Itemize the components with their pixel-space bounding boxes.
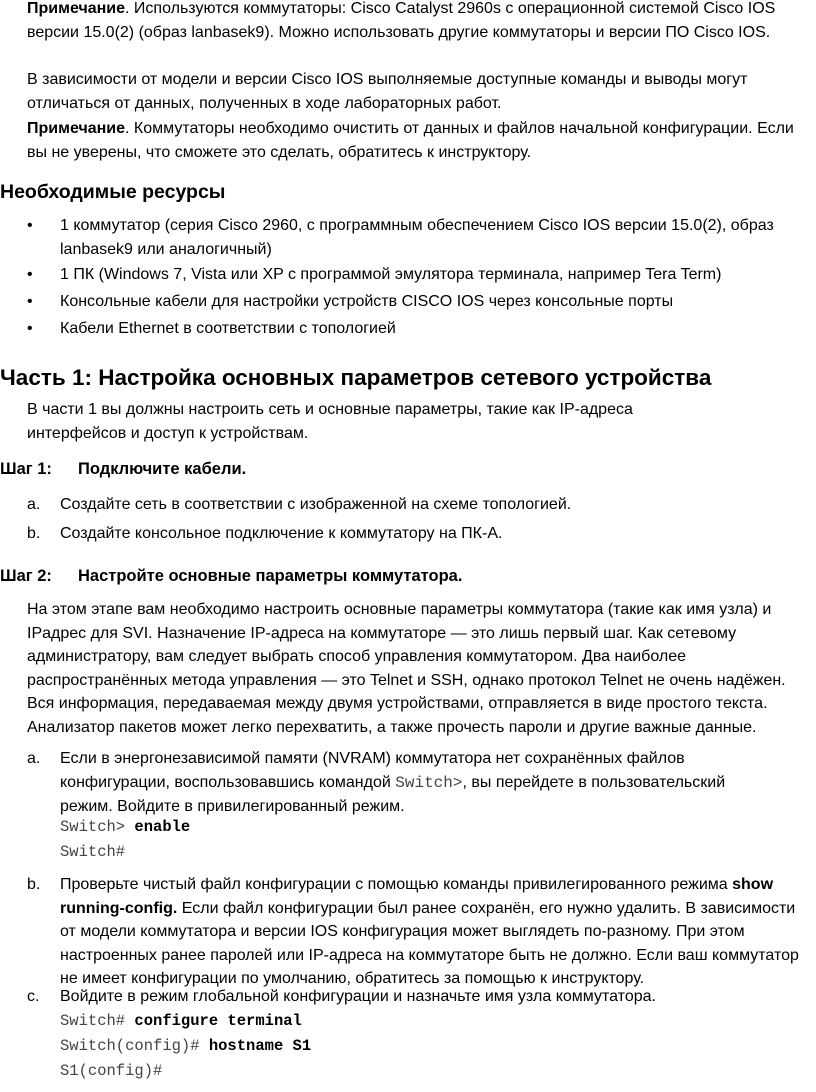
inline-command: show running-config. [60, 876, 774, 917]
step-item-label: b. [27, 876, 41, 893]
list-item-text: 1 ПК (Windows 7, Vista или XP с программой эмулятора терминала, например Tera Term) [60, 266, 722, 283]
step-item [27, 873, 811, 991]
list-item [27, 290, 811, 314]
text-segment: Проверьте чистый файл конфигурации с помощью команды привилегированного режима [60, 876, 733, 893]
list-item-text: 1 коммутатор (серия Cisco 2960, с программным обеспечением Cisco IOS версии 15.0(2), образ lanbasek9 или аналогичный) [60, 217, 774, 258]
step2-intro-2: Вся информация, передаваемая между двумя устройствами, отправляется в виде простого текста. Анализатор пакетов может легко перехватить, а также прочесть пароли и другие важные данные. [27, 695, 768, 736]
step2-heading [0, 567, 462, 586]
code-prompt: S1(config)# [60, 1062, 163, 1080]
step-item-text: Войдите в режим глобальной конфигурации и назначьте имя узла коммутатора. [60, 988, 656, 1005]
bullet-icon: • [27, 217, 33, 234]
note-text: . Используются коммутаторы: Cisco Catalyst 2960s с операционной системой Cisco IOS версии 15.0(2) (образ lanbasek9). Можно использовать другие коммутаторы и версии ПО Cisco IOS. [27, 0, 776, 41]
step-item-label: c. [27, 988, 40, 1005]
bullet-icon: • [27, 293, 33, 310]
step2-intro [27, 598, 811, 739]
step-number: Шаг 2: [0, 567, 52, 585]
step-item-text [60, 873, 811, 991]
step-item [27, 985, 811, 1009]
step-item [27, 747, 811, 819]
note-paragraph [27, 0, 811, 44]
code-line [60, 1012, 302, 1030]
list-item [27, 214, 811, 261]
code-command: hostname S1 [208, 1037, 312, 1055]
step-item-label: a. [27, 496, 41, 513]
step-item-label: a. [27, 750, 41, 767]
bullet-icon: • [27, 320, 33, 337]
step-item [27, 522, 811, 546]
list-item [27, 263, 811, 287]
ios-paragraph: В зависимости от модели и версии Cisco IOS выполняемые доступные команды и выводы могут отличаться от данных, полученных в ходе лабораторных работ. [27, 71, 748, 112]
code-prompt: Switch# [60, 843, 126, 861]
part1-heading: Часть 1: Настройка основных параметров сетевого устройства [0, 365, 712, 390]
code-prompt: Switch(config)# [60, 1037, 209, 1055]
note-label: Примечание [27, 0, 126, 17]
code-command: enable [134, 818, 191, 836]
note-text: . Коммутаторы необходимо очистить от данных и файлов начальной конфигурации. Если вы не уверены, что сможете это сделать, обратитесь к инструктору. [27, 120, 794, 161]
code-line [60, 1037, 311, 1055]
bullet-icon: • [27, 266, 33, 283]
resources-heading: Необходимые ресурсы [0, 181, 226, 203]
note-label: Примечание [27, 120, 126, 137]
step-item-text [60, 747, 780, 819]
step-item-text: Создайте консольное подключение к коммутатору на ПК-A. [60, 525, 503, 542]
text-segment: , вы перейдете в пользовательский режим. Войдите в привилегированный режим. [60, 773, 726, 815]
code-line [60, 1062, 162, 1080]
code-prompt: Switch> [60, 818, 135, 836]
list-item [27, 317, 811, 341]
step-item-label: b. [27, 525, 41, 542]
code-line [60, 843, 125, 861]
step-item-text: Создайте сеть в соответствии с изображенной на схеме топологией. [60, 496, 572, 513]
step-title: Настройте основные параметры коммутатора. [78, 567, 463, 585]
note-paragraph-2 [27, 117, 811, 164]
list-item-text: Кабели Ethernet в соответствии с топологией [60, 320, 396, 337]
part1-intro: В части 1 вы должны настроить сеть и основные параметры, такие как IP-адреса интерфейсов и доступ к устройствам. [27, 401, 633, 442]
text-segment: Если файл конфигурации был ранее сохранён, его нужно удалить. В зависимости от модели коммутатора и версии IOS конфигурация может выглядеть по-разному. При этом настроенных ранее паролей или IP-адреса на коммутаторе быть не должно. Если ваш коммутатор не имеет конфигурации по умолчанию, обратитесь за помощью к инструктору. [60, 899, 799, 987]
step-item [27, 493, 811, 517]
code-line [60, 818, 190, 836]
step-title: Подключите кабели. [78, 460, 247, 478]
code-prompt: Switch# [60, 1012, 135, 1030]
step2-intro-1: На этом этапе вам необходимо настроить основные параметры коммутатора (такие как имя узла) и IPадрес для SVI. Назначение IP-адреса на коммутаторе — это лишь первый шаг. Как сетевому администратору, вам следует выбрать способ управления коммутатором. Два наиболее распространённых метода управления — это Telnet и SSH, однако протокол Telnet не очень надёжен. [27, 601, 786, 689]
step1-heading [0, 460, 246, 479]
code-command: configure terminal [134, 1012, 302, 1030]
text-segment: Если в энергонезависимой памяти (NVRAM) коммутатора нет сохранённых файлов конфигурации, воспользовавшись командой [60, 750, 685, 791]
list-item-text: Консольные кабели для настройки устройств CISCO IOS через консольные порты [60, 293, 674, 310]
inline-command: Switch> [395, 773, 463, 792]
step-number: Шаг 1: [0, 460, 52, 478]
